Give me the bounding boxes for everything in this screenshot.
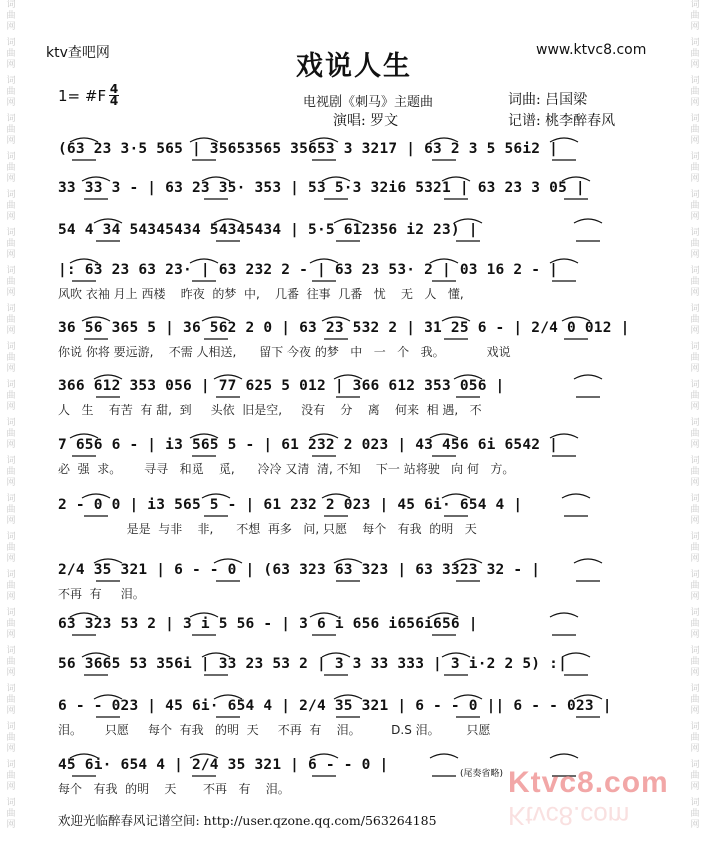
side-watermark-glyph: 词曲网 bbox=[690, 798, 700, 830]
score-line-13: 45 6i· 654 4 | 2/4 35 321 | 6 - - 0 | bbox=[58, 757, 389, 773]
slur-mark bbox=[70, 613, 98, 617]
side-watermark-glyph: 词曲网 bbox=[6, 532, 16, 564]
side-watermark-glyph: 词曲网 bbox=[6, 304, 16, 336]
watermark-logo: Ktvc8.com bbox=[508, 766, 669, 799]
slur-mark bbox=[214, 375, 242, 379]
slur-mark bbox=[454, 695, 482, 699]
slur-mark bbox=[442, 653, 470, 657]
slur-mark bbox=[430, 259, 458, 263]
slur-mark bbox=[334, 219, 362, 223]
side-watermark-glyph: 词曲网 bbox=[6, 152, 16, 184]
side-watermark-glyph: 词曲网 bbox=[6, 646, 16, 678]
side-watermark-glyph: 词曲网 bbox=[6, 114, 16, 146]
side-watermark-glyph: 词曲网 bbox=[6, 798, 16, 830]
slur-mark bbox=[442, 494, 470, 498]
slur-mark bbox=[430, 138, 458, 142]
side-watermark-glyph: 词曲网 bbox=[690, 0, 700, 32]
slur-mark bbox=[82, 317, 110, 321]
slur-mark bbox=[190, 259, 218, 263]
meter-bottom: 4 bbox=[109, 94, 119, 108]
slur-mark bbox=[94, 375, 122, 379]
slur-mark bbox=[442, 177, 470, 181]
slur-mark bbox=[94, 219, 122, 223]
slur-mark bbox=[310, 259, 338, 263]
score-line-1: (63 23 3·5 565 | 35653565 35653 3 3217 | 63 2 3 5 56i2 | bbox=[58, 141, 559, 157]
side-watermark-glyph: 词曲网 bbox=[6, 228, 16, 260]
side-watermark-glyph: 词曲网 bbox=[6, 38, 16, 70]
side-watermark-glyph: 词曲网 bbox=[690, 418, 700, 450]
slur-mark bbox=[82, 177, 110, 181]
side-watermark-glyph: 词曲网 bbox=[6, 342, 16, 374]
lyric-line-8: 是是 与非 非, 不想 再多 问, 只愿 每个 有我 的明 天 bbox=[58, 522, 477, 536]
slur-mark bbox=[562, 177, 590, 181]
slur-mark bbox=[214, 219, 242, 223]
side-watermark-glyph: 词曲网 bbox=[690, 684, 700, 716]
slur-mark bbox=[190, 434, 218, 438]
key-signature: 1= #F bbox=[58, 87, 107, 105]
lyric-line-5: 你说 你将 要远游, 不需 人相送, 留下 今夜 的梦 中 一 个 我。 戏说 bbox=[58, 345, 511, 359]
side-watermark-glyph: 词曲网 bbox=[690, 760, 700, 792]
slur-mark bbox=[190, 613, 218, 617]
side-watermark-glyph: 词曲网 bbox=[690, 532, 700, 564]
side-watermark-glyph: 词曲网 bbox=[690, 380, 700, 412]
slur-mark bbox=[334, 375, 362, 379]
score-line-10: 63 323 53 2 | 3 i 5 56 - | 3 6 i 656 i656i656 | bbox=[58, 616, 478, 632]
side-watermark-glyph: 词曲网 bbox=[690, 304, 700, 336]
slur-mark bbox=[322, 653, 350, 657]
slur-mark bbox=[202, 317, 230, 321]
slur-mark bbox=[550, 138, 578, 142]
side-watermark-glyph: 词曲网 bbox=[690, 76, 700, 108]
slur-mark bbox=[454, 375, 482, 379]
side-watermark-glyph: 词曲网 bbox=[690, 152, 700, 184]
lyric-line-7: 必 强 求。 寻寻 和觅 觅, 冷冷 又清 清, 不知 下一 站将驶 向 何 方。 bbox=[58, 462, 515, 476]
side-watermark-glyph: 词曲网 bbox=[6, 494, 16, 526]
side-watermark-glyph: 词曲网 bbox=[6, 456, 16, 488]
slur-mark bbox=[310, 754, 338, 758]
slur-mark bbox=[202, 494, 230, 498]
slur-mark bbox=[574, 559, 602, 563]
score-line-11: 56 3665 53 356i | 33 23 53 2 | 3 3 33 333 | 3 i·2 2 5) :| bbox=[58, 656, 567, 672]
slur-mark bbox=[310, 613, 338, 617]
lyric-line-6: 人 生 有苦 有 甜, 到 头依 旧是空, 没有 分 离 何来 相 遇, 不 bbox=[58, 403, 482, 417]
side-watermark-glyph: 词曲网 bbox=[6, 760, 16, 792]
lyric-line-13: 每个 有我 的明 天 不再 有 泪。 bbox=[58, 782, 290, 796]
slur-mark bbox=[574, 219, 602, 223]
slur-mark bbox=[322, 494, 350, 498]
side-watermark-glyph: 词曲网 bbox=[6, 76, 16, 108]
site-url-right: www.ktvc8.com bbox=[536, 42, 647, 58]
slur-mark bbox=[202, 653, 230, 657]
slur-mark bbox=[70, 138, 98, 142]
side-watermark-glyph: 词曲网 bbox=[690, 494, 700, 526]
slur-mark bbox=[562, 494, 590, 498]
slur-mark bbox=[82, 653, 110, 657]
side-watermark-glyph: 词曲网 bbox=[6, 608, 16, 640]
slur-mark bbox=[310, 434, 338, 438]
slur-mark bbox=[562, 653, 590, 657]
slur-mark bbox=[442, 317, 470, 321]
slur-mark bbox=[70, 434, 98, 438]
slur-mark bbox=[190, 754, 218, 758]
slur-mark bbox=[454, 219, 482, 223]
slur-mark bbox=[190, 138, 218, 142]
slur-mark bbox=[550, 613, 578, 617]
slur-mark bbox=[70, 259, 98, 263]
side-watermark-glyph: 词曲网 bbox=[690, 456, 700, 488]
lyricist-composer: 词曲: 吕国梁 bbox=[508, 92, 588, 108]
slur-mark bbox=[454, 559, 482, 563]
watermark-reflection: Ktvc8.com bbox=[508, 801, 630, 831]
song-title: 戏说人生 bbox=[296, 51, 412, 82]
slur-mark bbox=[94, 559, 122, 563]
slur-mark bbox=[550, 754, 578, 758]
score-line-3: 54 4 34 54345434 54345434 | 5·5 612356 i2 23) | bbox=[58, 222, 478, 238]
slur-mark bbox=[202, 177, 230, 181]
slur-mark bbox=[214, 695, 242, 699]
slur-mark bbox=[550, 434, 578, 438]
subtitle: 电视剧《刺马》主题曲 bbox=[303, 95, 434, 110]
side-watermark-glyph: 词曲网 bbox=[6, 190, 16, 222]
score-line-7: 7 656 6 - | i3 565 5 - | 61 232 2 023 | 43 456 6i 6542 | bbox=[58, 437, 559, 453]
side-watermark-glyph: 词曲网 bbox=[6, 380, 16, 412]
slur-mark bbox=[550, 259, 578, 263]
slur-mark bbox=[574, 695, 602, 699]
side-watermark-glyph: 词曲网 bbox=[690, 38, 700, 70]
side-watermark-glyph: 词曲网 bbox=[690, 570, 700, 602]
lyric-line-4: 风吹 衣袖 月上 西楼 昨夜 的梦 中, 几番 往事 几番 忧 无 人 懂, bbox=[58, 287, 464, 301]
slur-mark bbox=[322, 177, 350, 181]
slur-mark bbox=[94, 695, 122, 699]
singer: 演唱: 罗文 bbox=[333, 113, 399, 129]
slur-mark bbox=[334, 559, 362, 563]
side-watermark-glyph: 词曲网 bbox=[690, 722, 700, 754]
slur-mark bbox=[82, 494, 110, 498]
side-watermark-glyph: 词曲网 bbox=[690, 266, 700, 298]
score-line-2: 33 33 3 - | 63 23 35· 353 | 53 5·3 32i6 5321 | 63 23 3 05 | bbox=[58, 180, 585, 196]
slur-mark bbox=[214, 559, 242, 563]
side-watermark-glyph: 词曲网 bbox=[690, 646, 700, 678]
slur-mark bbox=[310, 138, 338, 142]
slur-mark bbox=[430, 754, 458, 758]
score-line-5: 36 56 365 5 | 36 562 2 0 | 63 23 532 2 | 31 25 6 - | 2/4 0 012 | bbox=[58, 320, 630, 336]
side-watermark-glyph: 词曲网 bbox=[690, 608, 700, 640]
side-watermark-glyph: 词曲网 bbox=[6, 418, 16, 450]
slur-mark bbox=[430, 613, 458, 617]
site-name-left: ktv查吧网 bbox=[46, 45, 110, 61]
lyric-line-9: 不再 有 泪。 bbox=[58, 587, 145, 601]
side-watermark-glyph: 词曲网 bbox=[6, 0, 16, 32]
meter-top: 4 bbox=[109, 82, 119, 96]
side-watermark-glyph: 词曲网 bbox=[6, 266, 16, 298]
side-watermark-glyph: 词曲网 bbox=[6, 570, 16, 602]
side-watermark-glyph: 词曲网 bbox=[690, 228, 700, 260]
side-watermark-glyph: 词曲网 bbox=[690, 114, 700, 146]
side-watermark-glyph: 词曲网 bbox=[6, 722, 16, 754]
score-line-4: |: 63 23 63 23· | 63 232 2 - | 63 23 53· 2 | 03 16 2 - | bbox=[58, 262, 559, 278]
notation-author: 记谱: 桃李醉春风 bbox=[508, 113, 616, 129]
lyric-line-12: 泪。 只愿 每个 有我 的明 天 不再 有 泪。 D.S 泪。 只愿 bbox=[58, 723, 491, 737]
side-watermark-glyph: 词曲网 bbox=[6, 684, 16, 716]
score-line-12: 6 - - 023 | 45 6i· 654 4 | 2/4 35 321 | 6 - - 0 || 6 - - 023 | bbox=[58, 698, 612, 714]
slur-mark bbox=[322, 317, 350, 321]
score-line-8: 2 - 0 0 | i3 565 5 - | 61 232 2 023 | 45 6i· 654 4 | bbox=[58, 497, 523, 513]
footer-text: 欢迎光临醉春风记谱空间: http://user.qzone.qq.com/563264185 bbox=[58, 813, 437, 828]
side-watermark-glyph: 词曲网 bbox=[690, 190, 700, 222]
score-line-9: 2/4 35 321 | 6 - - 0 | (63 323 63 323 | 63 3323 32 - | bbox=[58, 562, 541, 578]
slur-mark bbox=[70, 754, 98, 758]
tail-note: (尾奏省略) bbox=[460, 769, 504, 779]
slur-mark bbox=[574, 375, 602, 379]
slur-mark bbox=[430, 434, 458, 438]
side-watermark-glyph: 词曲网 bbox=[690, 342, 700, 374]
slur-mark bbox=[334, 695, 362, 699]
score-line-6: 366 612 353 056 | 77 625 5 012 | 366 612 353 056 | bbox=[58, 378, 505, 394]
slur-mark bbox=[562, 317, 590, 321]
